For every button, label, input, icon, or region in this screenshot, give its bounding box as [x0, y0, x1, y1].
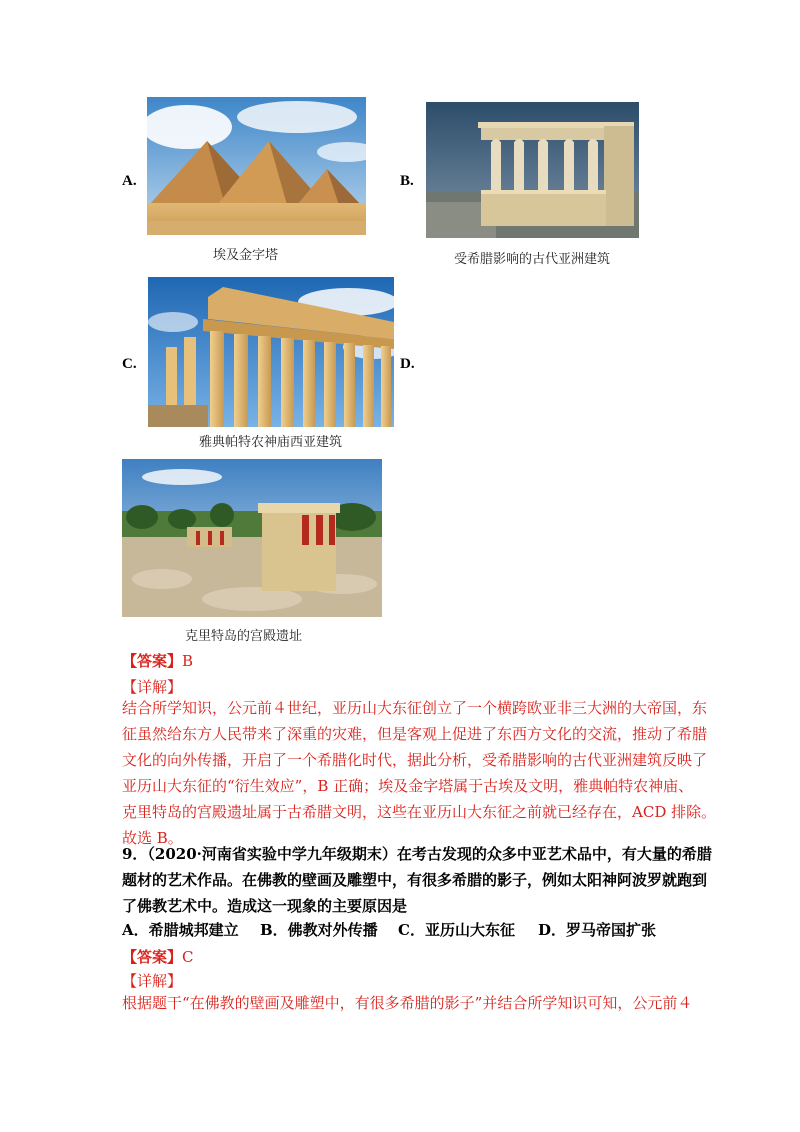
q9-answer: [122, 946, 194, 967]
q9-explanation-line: 根据题干“在佛教的壁画及雕塑中，有很多希腊的影子”并结合所学知识可知，公元前４: [122, 994, 693, 1012]
q8-explanation-line: 故选 B。: [122, 829, 183, 847]
greek-influenced-asian-architecture-image: [426, 102, 639, 238]
q9-explanation: [122, 990, 692, 1016]
pyramids-caption: 埃及金字塔: [213, 248, 279, 263]
option-b-letter: B.: [400, 173, 414, 189]
q8-answer: [122, 650, 193, 671]
q9-answer-label: 【答案】: [122, 948, 183, 966]
parthenon-image: [148, 277, 394, 427]
q8-answer-value: B: [182, 652, 194, 670]
q8-explanation: [122, 695, 716, 851]
knossos-ruins-illustration: [122, 459, 382, 617]
q8-detail-label: 【详解】: [122, 678, 183, 696]
crete-palace-caption: 克里特岛的宫殿遗址: [185, 629, 303, 644]
q9-answer-value: C: [182, 948, 194, 966]
q8-explanation-line: 克里特岛的宫殿遗址属于古希腊文明，这些在亚历山大东征之前就已经存在，ACD 排除。: [122, 803, 717, 821]
q9-detail-label: 【详解】: [122, 972, 183, 990]
q9-choice-b: B．佛教对外传播: [260, 921, 378, 939]
pyramids-image: [147, 97, 366, 235]
crete-palace-ruins-image: [122, 459, 382, 617]
q8-answer-label: 【答案】: [122, 652, 183, 670]
q9-choice-a: A．希腊城邦建立: [122, 921, 239, 939]
q9-question-line: 题材的艺术作品。在佛教的壁画及雕塑中，有很多希腊的影子，例如太阳神阿波罗就跑到: [122, 871, 708, 889]
option-d-letter: D.: [400, 356, 415, 372]
q8-explanation-line: 文化的向外传播，开启了一个希腊化时代，据此分析，受希腊影响的古代亚洲建筑反映了: [122, 751, 708, 769]
q9-question: [122, 843, 712, 921]
pyramids-illustration: [147, 97, 366, 235]
q9-question-line: 9．（2020·河南省实验中学九年级期末）在考古发现的众多中亚艺术品中，有大量的希腊: [122, 845, 712, 863]
q9-choice-d: D．罗马帝国扩张: [538, 921, 657, 939]
parthenon-illustration: [148, 277, 394, 427]
q9-choice-c: C．亚历山大东征: [398, 921, 515, 939]
caryatid-porch-illustration: [426, 102, 639, 238]
asian-architecture-caption: 受希腊影响的古代亚洲建筑: [454, 252, 611, 267]
q9-question-line: 了佛教艺术中。造成这一现象的主要原因是: [122, 897, 408, 915]
q8-explanation-line: 征虽然给东方人民带来了深重的灾难，但是客观上促进了东西方文化的交流，推动了希腊: [122, 725, 708, 743]
q8-explanation-line: 结合所学知识，公元前４世纪，亚历山大东征创立了一个横跨欧亚非三大洲的大帝国，东: [122, 699, 708, 717]
option-a-letter: A.: [122, 173, 137, 189]
q8-explanation-line: 亚历山大东征的“衍生效应”，B 正确；埃及金字塔属于古埃及文明，雅典帕特农神庙、: [122, 777, 694, 795]
option-c-letter: C.: [122, 356, 137, 372]
parthenon-caption: 雅典帕特农神庙西亚建筑: [199, 435, 343, 450]
